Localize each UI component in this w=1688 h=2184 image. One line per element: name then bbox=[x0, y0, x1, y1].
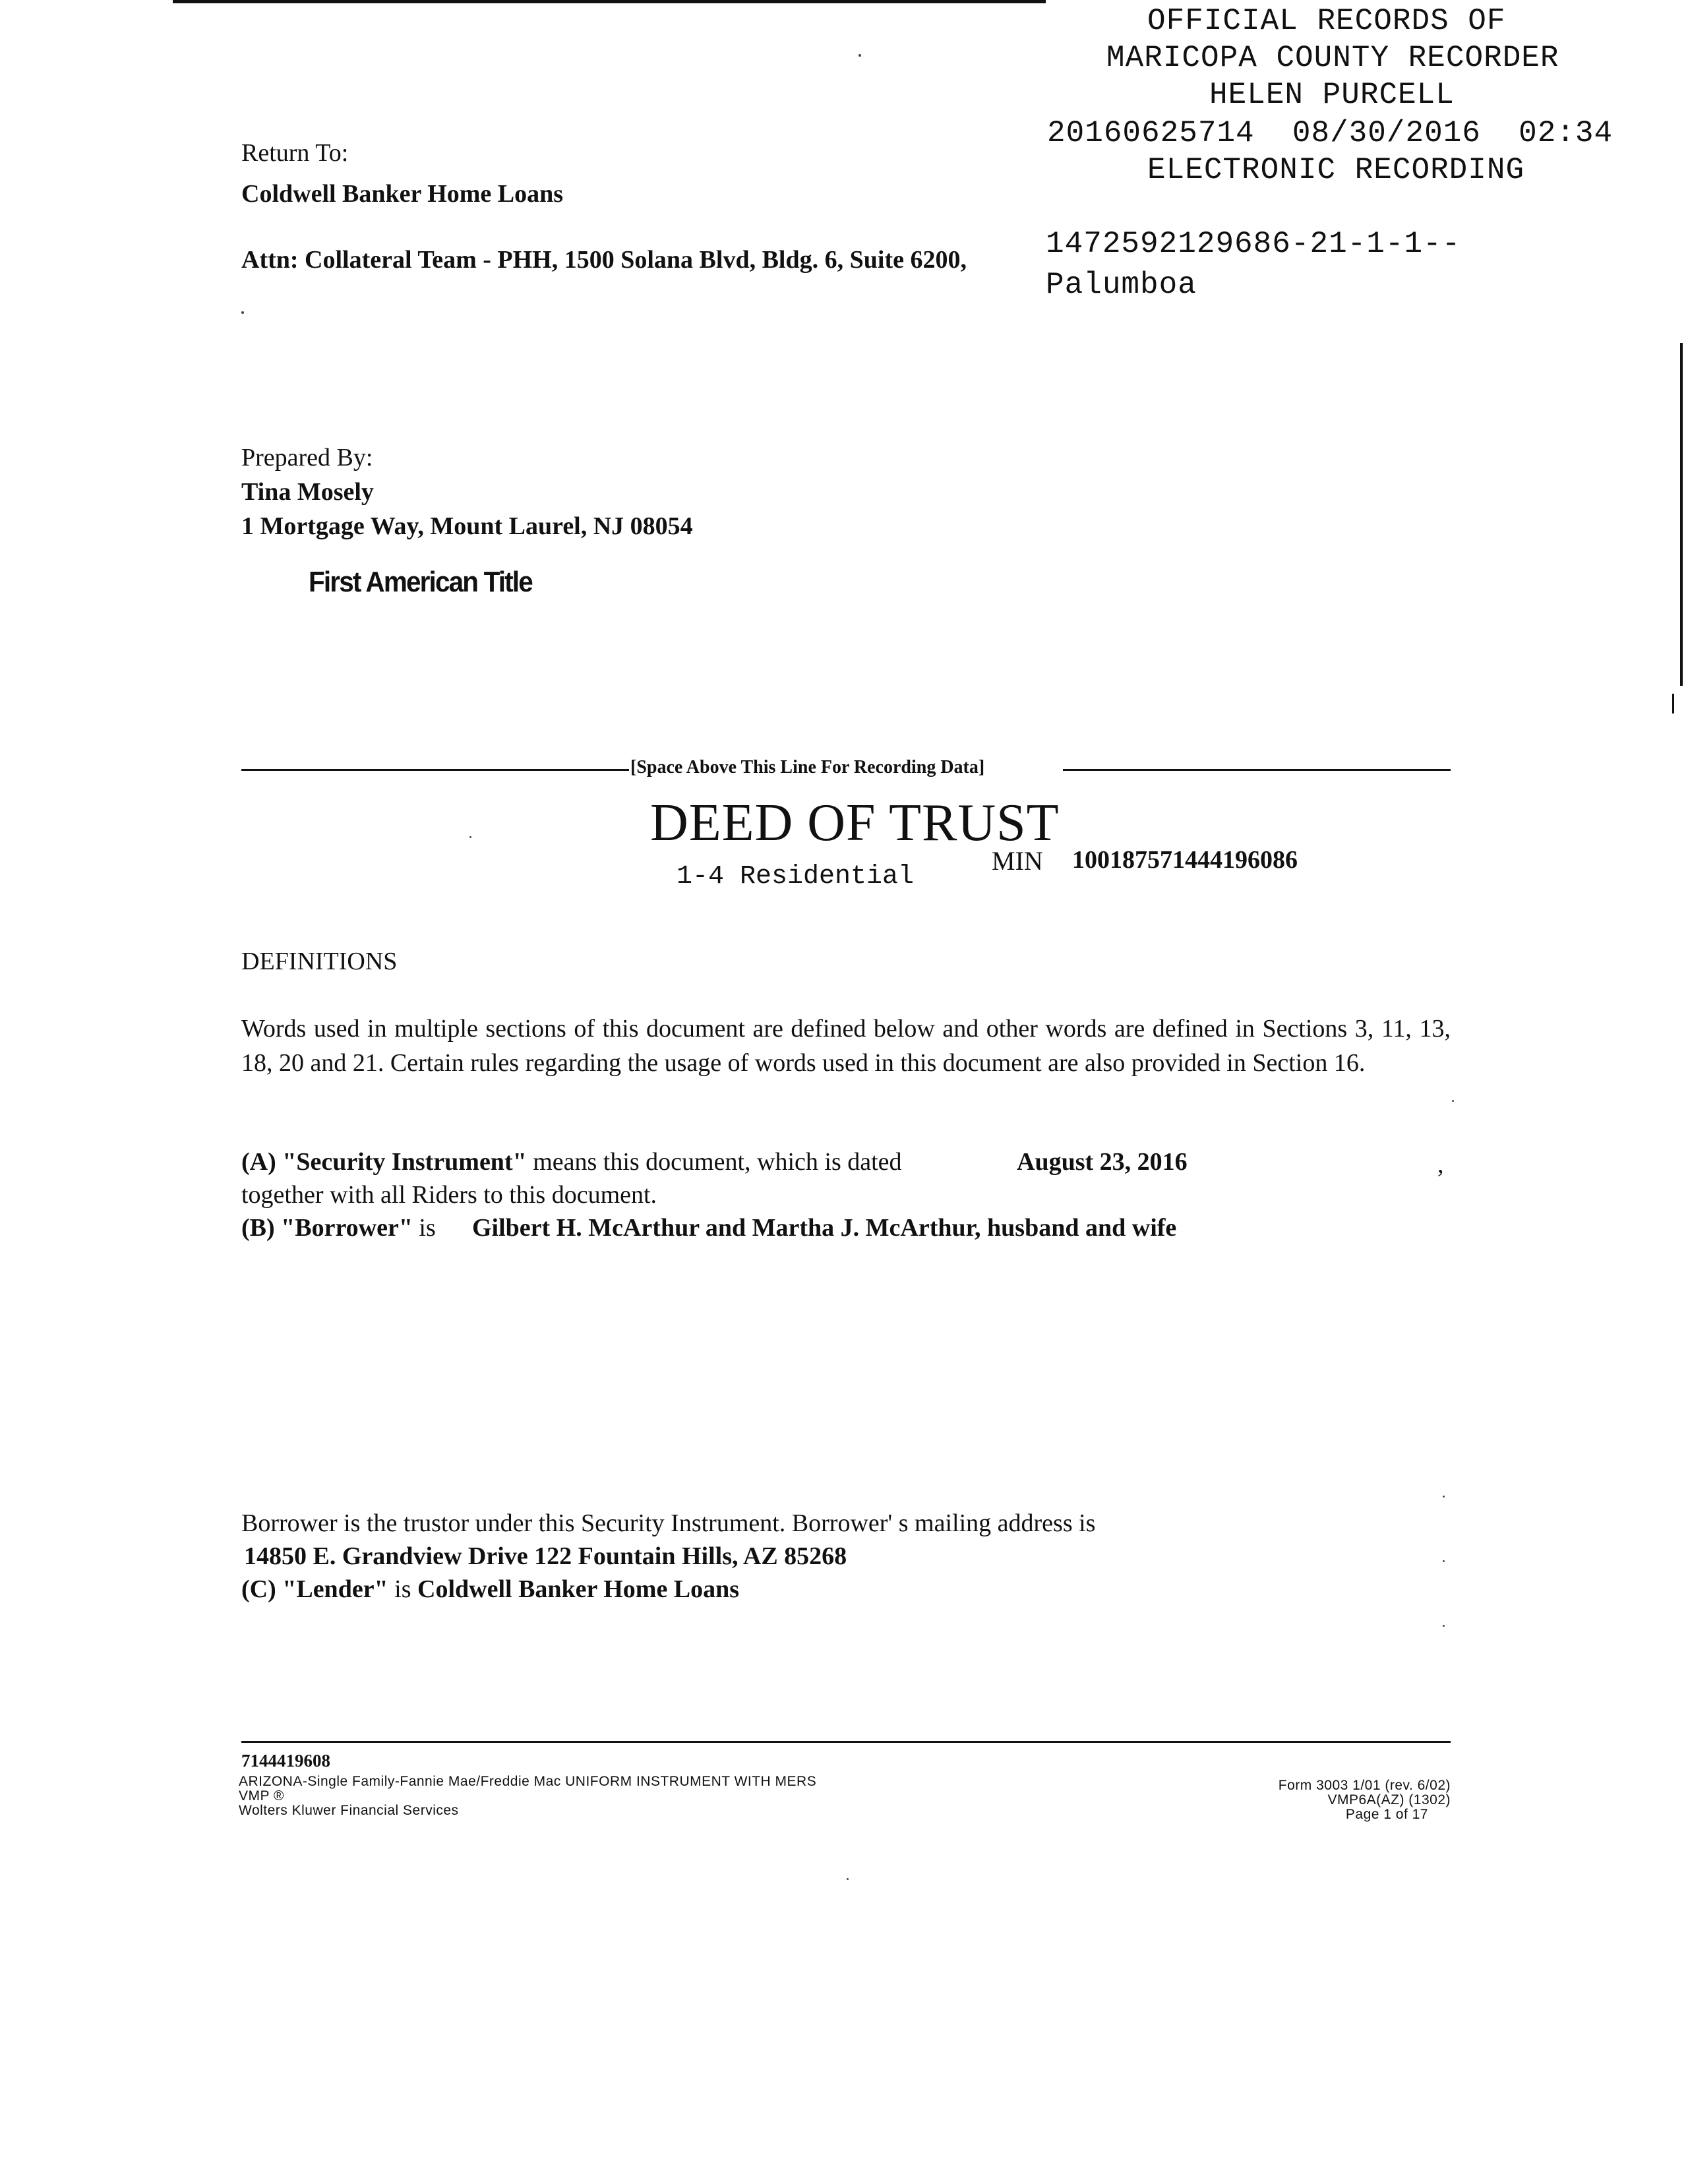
scan-speck bbox=[1443, 1560, 1445, 1562]
borrower-mailing-address: 14850 E. Grandview Drive 122 Fountain Hills, AZ 85268 bbox=[244, 1542, 847, 1570]
recording-space-line-left bbox=[241, 769, 629, 771]
definitions-intro: Words used in multiple sections of this document are defined below and other words are defined in Sections 3, 11, 13, 18, 20 and 21. Certain rules regarding the usage of words used in this document are also provided in Section 16. bbox=[241, 1015, 1451, 1077]
footer-rule bbox=[241, 1741, 1451, 1743]
recording-doc-number: 1472592129686-21-1-1-- bbox=[1046, 227, 1461, 261]
scan-edge-line bbox=[173, 0, 1046, 3]
footer-vmp-code: VMP6A(AZ) (1302) bbox=[1327, 1792, 1451, 1807]
recording-space-label: [Space Above This Line For Recording Data] bbox=[630, 757, 985, 777]
lender-name: Coldwell Banker Home Loans bbox=[417, 1575, 740, 1603]
stamp-line-recorder-name: HELEN PURCELL bbox=[1209, 78, 1455, 112]
definition-a-line bbox=[241, 1145, 902, 1179]
recording-space-line-right bbox=[1063, 769, 1451, 771]
definition-a-comma: , bbox=[1437, 1151, 1444, 1178]
definition-a-text-continued: together with all Riders to this document. bbox=[241, 1181, 657, 1209]
scan-speck bbox=[1443, 1496, 1445, 1498]
definition-a-text: means this document, which is dated bbox=[526, 1148, 902, 1176]
scan-speck bbox=[241, 311, 244, 314]
recording-clerk-name: Palumboa bbox=[1046, 268, 1197, 302]
security-instrument-date: August 23, 2016 bbox=[1017, 1148, 1188, 1176]
scan-speck bbox=[1452, 1100, 1454, 1102]
definition-b-line bbox=[241, 1211, 442, 1245]
definition-c-is: is bbox=[388, 1575, 418, 1603]
scan-margin-mark bbox=[1672, 694, 1674, 713]
prepared-by-address: 1 Mortgage Way, Mount Laurel, NJ 08054 bbox=[241, 512, 693, 540]
prepared-by-label: Prepared By: bbox=[241, 444, 373, 471]
footer-form-line: ARIZONA-Single Family-Fannie Mae/Freddie Mac UNIFORM INSTRUMENT WITH MERS bbox=[239, 1774, 817, 1789]
scan-margin-mark bbox=[1680, 343, 1683, 686]
definition-b-is: is bbox=[412, 1214, 442, 1242]
scan-speck bbox=[1443, 1625, 1445, 1627]
definition-b-label: (B) "Borrower" bbox=[241, 1214, 413, 1242]
prepared-by-name: Tina Mosely bbox=[241, 478, 374, 506]
return-to-label: Return To: bbox=[241, 139, 349, 167]
title-company-name: First American Title bbox=[309, 566, 532, 598]
definition-c-line bbox=[241, 1572, 739, 1606]
borrower-trustor-text: Borrower is the trustor under this Security Instrument. Borrower' s mailing address is bbox=[241, 1509, 1096, 1537]
document-title: DEED OF TRUST bbox=[650, 794, 1060, 852]
footer-vmp: VMP ® bbox=[239, 1788, 284, 1804]
min-number: 100187571444196086 bbox=[1072, 846, 1298, 874]
document-subtitle: 1-4 Residential bbox=[677, 862, 915, 892]
definition-c-label: (C) "Lender" bbox=[241, 1575, 388, 1603]
recording-stamp bbox=[1029, 0, 1675, 222]
stamp-line-county-recorder: MARICOPA COUNTY RECORDER bbox=[1106, 41, 1559, 75]
footer-loan-number: 7144419608 bbox=[241, 1751, 330, 1771]
stamp-line-official-records: OFFICIAL RECORDS OF bbox=[1147, 4, 1506, 38]
borrower-names: Gilbert H. McArthur and Martha J. McArthur, husband and wife bbox=[472, 1214, 1177, 1242]
scan-speck bbox=[469, 836, 471, 838]
footer-form-number: Form 3003 1/01 (rev. 6/02) bbox=[1278, 1778, 1451, 1793]
scan-speck bbox=[847, 1878, 849, 1880]
definitions-heading: DEFINITIONS bbox=[241, 948, 398, 975]
min-label: MIN bbox=[992, 846, 1043, 876]
footer-page-number: Page 1 of 17 bbox=[1345, 1807, 1428, 1822]
definition-a-label: (A) "Security Instrument" bbox=[241, 1148, 527, 1176]
stamp-line-electronic-recording: ELECTRONIC RECORDING bbox=[1147, 153, 1525, 187]
return-to-attn: Attn: Collateral Team - PHH, 1500 Solana Blvd, Bldg. 6, Suite 6200, bbox=[241, 246, 967, 274]
return-to-company: Coldwell Banker Home Loans bbox=[241, 180, 564, 208]
footer-publisher: Wolters Kluwer Financial Services bbox=[239, 1803, 459, 1818]
stamp-line-record-number-date: 20160625714 08/30/2016 02:34 bbox=[1047, 116, 1613, 150]
scan-speck bbox=[859, 54, 861, 57]
